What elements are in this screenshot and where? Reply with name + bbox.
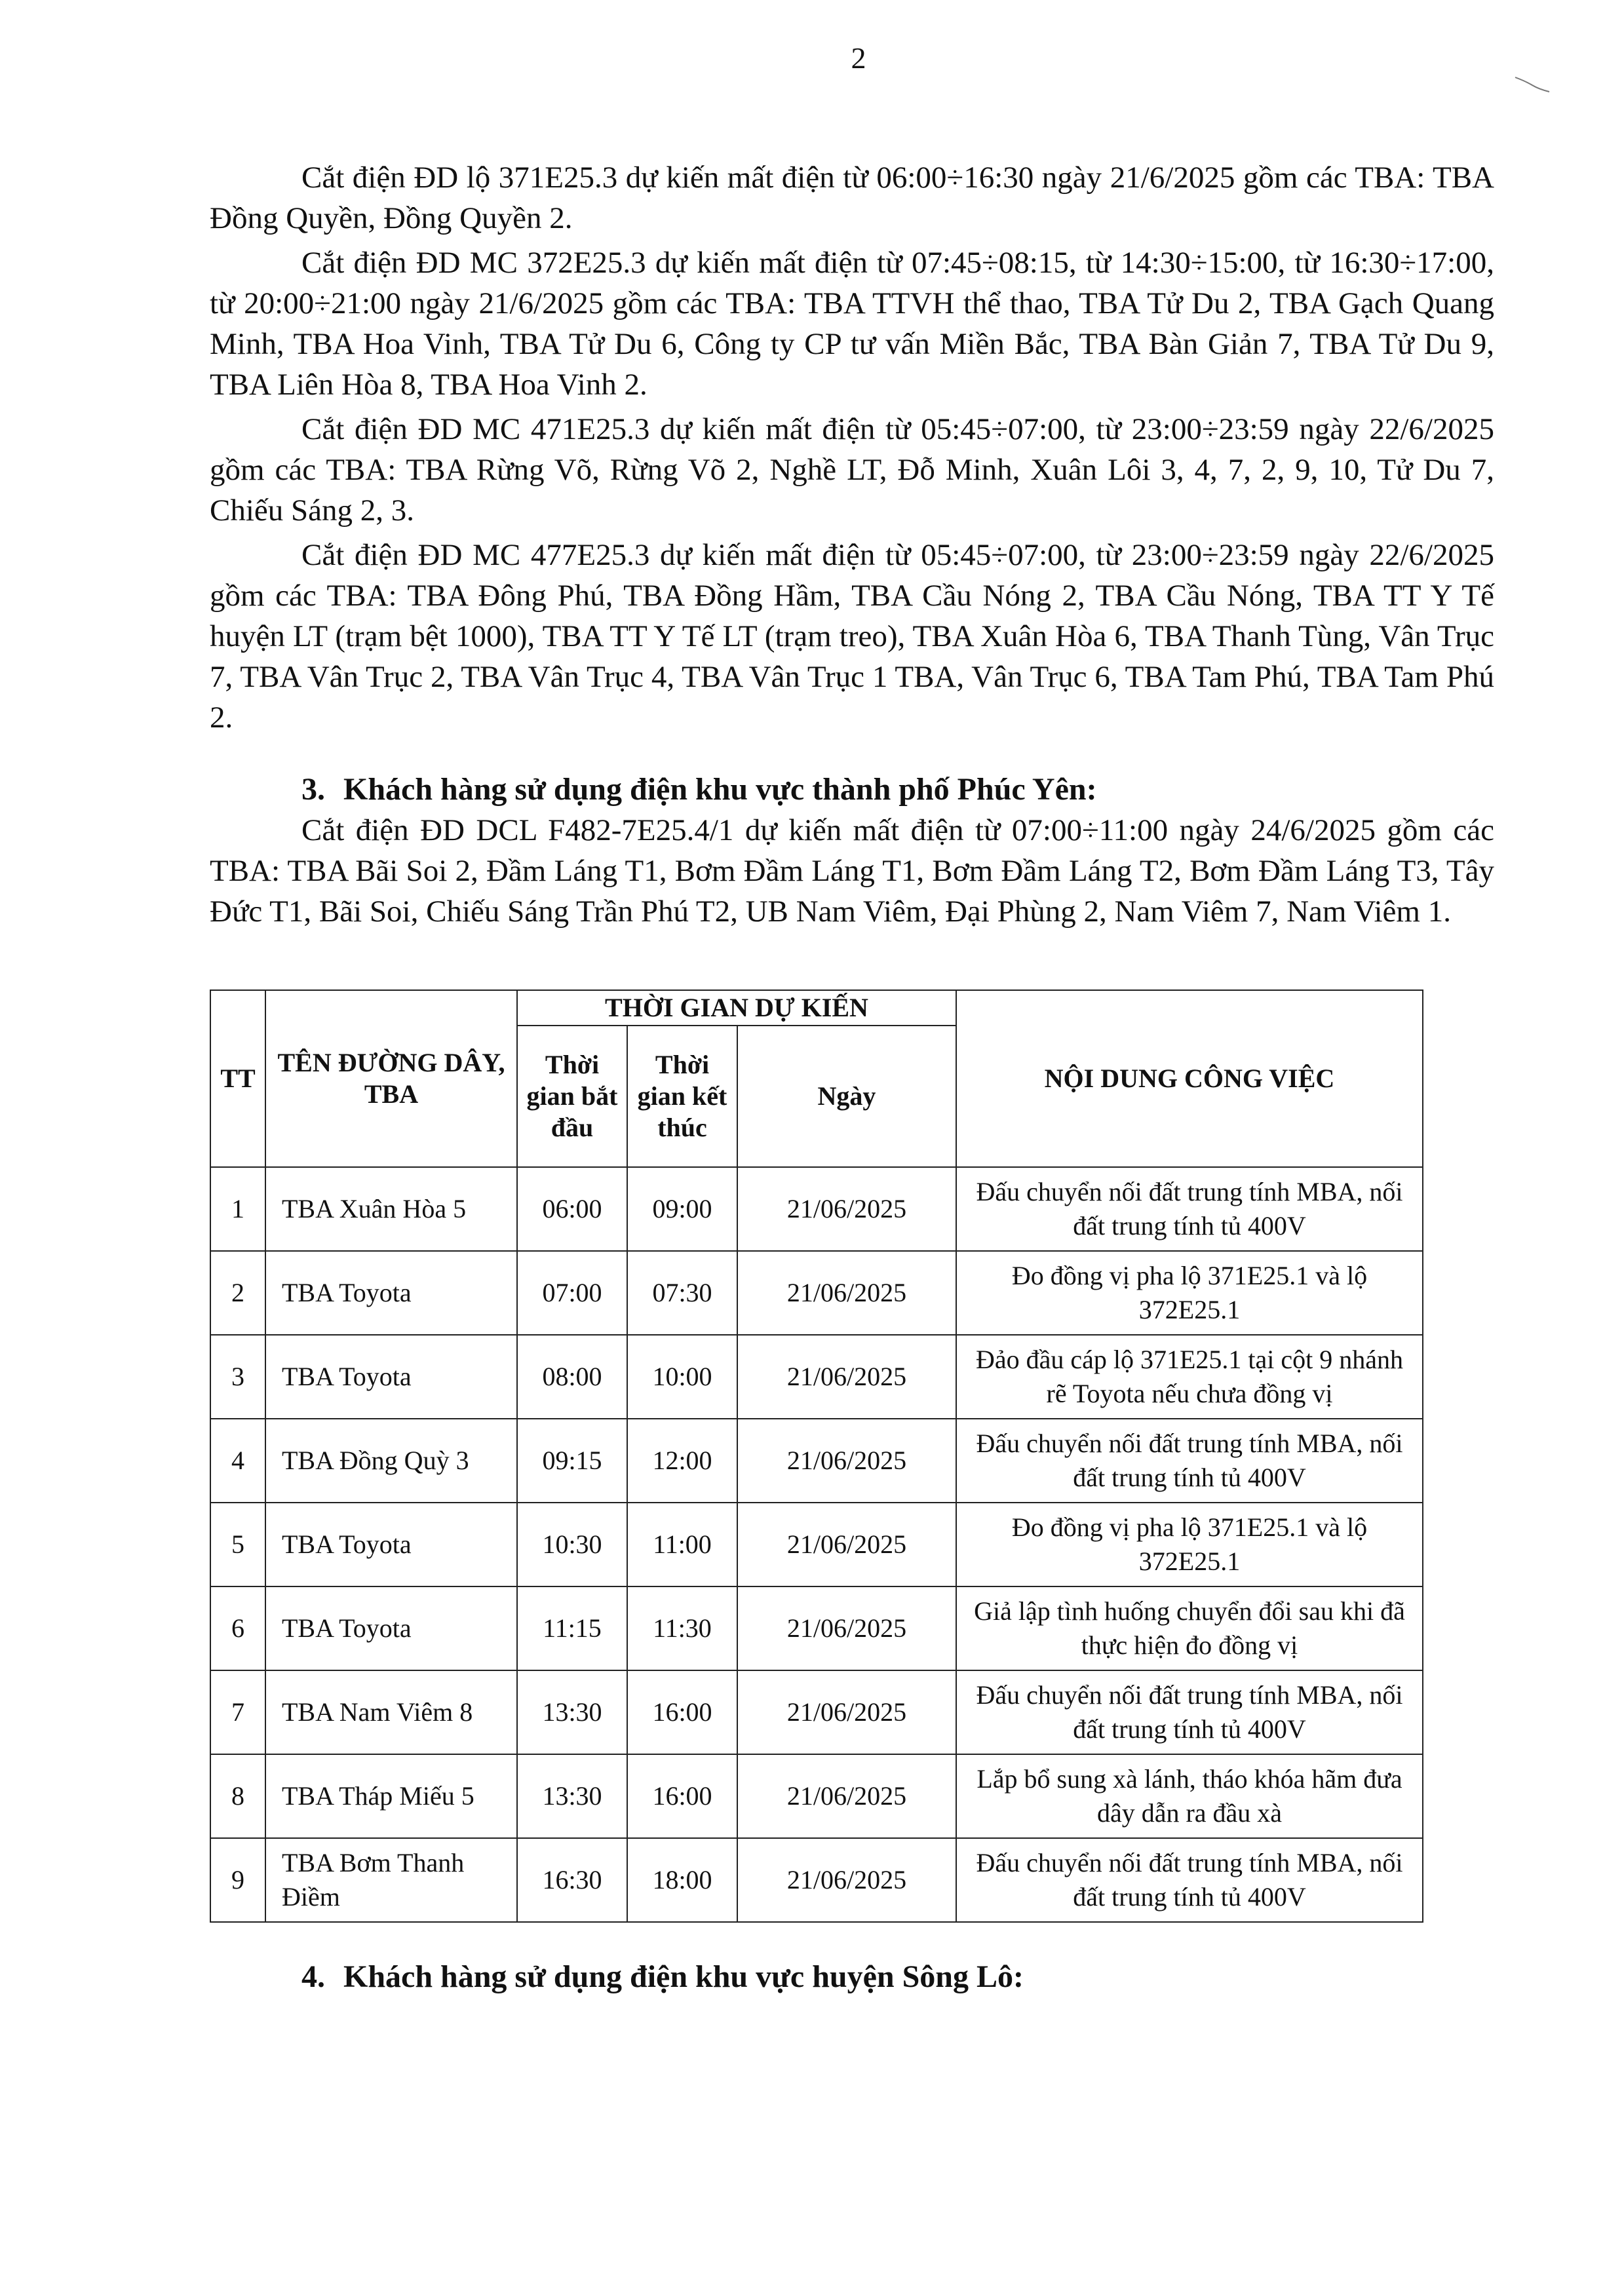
cell-start: 13:30: [517, 1754, 627, 1838]
cell-date: 21/06/2025: [737, 1251, 956, 1335]
cell-start: 13:30: [517, 1670, 627, 1754]
cell-tt: 3: [210, 1335, 265, 1419]
paragraph-471E25: Cắt điện ĐD MC 471E25.3 dự kiến mất điện từ 05:45÷07:00, từ 23:00÷23:59 ngày 22/6/2025 gồm các TBA: TBA Rừng Võ, Rừng Võ 2, Nghề LT, Đỗ Minh, Xuân Lôi 3, 4, 7, 2, 9, 10, Tử Du 7, Chiếu Sáng 2, 3.: [210, 412, 1494, 528]
header-start: Thời gian bắt đầu: [517, 1026, 627, 1167]
paragraph-371E25: Cắt điện ĐD lộ 371E25.3 dự kiến mất điện từ 06:00÷16:30 ngày 21/6/2025 gồm các TBA: TBA Đồng Quyền, Đồng Quyền 2.: [210, 161, 1494, 235]
cell-name: TBA Xuân Hòa 5: [265, 1167, 517, 1251]
cell-end: 18:00: [627, 1838, 737, 1922]
cell-name: TBA Bơm Thanh Điềm: [265, 1838, 517, 1922]
table-row: [210, 1754, 1423, 1838]
cell-work: Đấu chuyển nối đất trung tính MBA, nối đất trung tính tủ 400V: [956, 1838, 1423, 1922]
cell-end: 16:00: [627, 1754, 737, 1838]
header-time-group: THỜI GIAN DỰ KIẾN: [517, 990, 956, 1026]
table-row: [210, 1586, 1423, 1670]
section-4-title: Khách hàng sử dụng điện khu vực huyện Sông Lô:: [343, 1959, 1024, 1994]
header-work: NỘI DUNG CÔNG VIỆC: [956, 990, 1423, 1167]
cell-end: 16:00: [627, 1670, 737, 1754]
header-date: Ngày: [737, 1026, 956, 1167]
cell-date: 21/06/2025: [737, 1754, 956, 1838]
cell-work: Đo đồng vị pha lộ 371E25.1 và lộ 372E25.1: [956, 1251, 1423, 1335]
paragraph-372E25: Cắt điện ĐD MC 372E25.3 dự kiến mất điện từ 07:45÷08:15, từ 14:30÷15:00, từ 16:30÷17:00, từ 20:00÷21:00 ngày 21/6/2025 gồm các TBA: TBA TTVH thể thao, TBA Tử Du 2, TBA Gạch Quang Minh, TBA Hoa Vinh, TBA Tử Du 6, Công ty CP tư vấn Miền Bắc, TBA Bàn Giản 7, TBA Tử Du 9, TBA Liên Hòa 8, TBA Hoa Vinh 2.: [210, 246, 1494, 402]
table-row: [210, 1335, 1423, 1419]
cell-end: 12:00: [627, 1419, 737, 1503]
cell-name: TBA Toyota: [265, 1586, 517, 1670]
cell-tt: 1: [210, 1167, 265, 1251]
cell-end: 10:00: [627, 1335, 737, 1419]
cell-date: 21/06/2025: [737, 1670, 956, 1754]
table-row: [210, 1503, 1423, 1586]
cell-tt: 9: [210, 1838, 265, 1922]
cell-name: TBA Tháp Miếu 5: [265, 1754, 517, 1838]
cell-work: Đảo đầu cáp lộ 371E25.1 tại cột 9 nhánh rẽ Toyota nếu chưa đồng vị: [956, 1335, 1423, 1419]
cell-tt: 7: [210, 1670, 265, 1754]
cell-tt: 2: [210, 1251, 265, 1335]
cell-end: 11:00: [627, 1503, 737, 1586]
header-tt: TT: [210, 990, 265, 1167]
cell-work: Đấu chuyển nối đất trung tính MBA, nối đất trung tính tủ 400V: [956, 1419, 1423, 1503]
cell-tt: 8: [210, 1754, 265, 1838]
section-3-paragraph: Cắt điện ĐD DCL F482-7E25.4/1 dự kiến mất điện từ 07:00÷11:00 ngày 24/6/2025 gồm các TBA: TBA Bãi Soi 2, Đầm Láng T1, Bơm Đầm Láng T1, Bơm Đầm Láng T2, Bơm Đầm Láng T3, Tây Đức T1, Bãi Soi, Chiếu Sáng Trần Phú T2, UB Nam Viêm, Đại Phùng 2, Nam Viêm 7, Nam Viêm 1.: [210, 813, 1494, 929]
cell-tt: 4: [210, 1419, 265, 1503]
cell-name: TBA Toyota: [265, 1251, 517, 1335]
section-4-heading: [210, 1957, 1494, 1997]
cell-work: Đấu chuyển nối đất trung tính MBA, nối đất trung tính tủ 400V: [956, 1167, 1423, 1251]
document-body: [210, 157, 1494, 1997]
table-row: [210, 1670, 1423, 1754]
cell-work: Giả lập tình huống chuyển đổi sau khi đã thực hiện đo đồng vị: [956, 1586, 1423, 1670]
cell-date: 21/06/2025: [737, 1167, 956, 1251]
cell-start: 11:15: [517, 1586, 627, 1670]
section-3-number: 3.: [301, 772, 325, 807]
cell-work: Đo đồng vị pha lộ 371E25.1 và lộ 372E25.1: [956, 1503, 1423, 1586]
cell-end: 09:00: [627, 1167, 737, 1251]
cell-tt: 6: [210, 1586, 265, 1670]
section-4-number: 4.: [301, 1959, 325, 1994]
paragraph-477E25: Cắt điện ĐD MC 477E25.3 dự kiến mất điện từ 05:45÷07:00, từ 23:00÷23:59 ngày 22/6/2025 gồm các TBA: TBA Đông Phú, TBA Đồng Hầm, TBA Cầu Nóng 2, TBA Cầu Nóng, TBA TT Y Tế huyện LT (trạm bệt 1000), TBA TT Y Tế LT (trạm treo), TBA Xuân Hòa 6, TBA Thanh Tùng, Vân Trục 7, TBA Vân Trục 2, TBA Vân Trục 4, TBA Vân Trục 1 TBA, Vân Trục 6, TBA Tam Phú, TBA Tam Phú 2.: [210, 538, 1494, 735]
cell-date: 21/06/2025: [737, 1335, 956, 1419]
cell-start: 06:00: [517, 1167, 627, 1251]
cell-name: TBA Toyota: [265, 1335, 517, 1419]
cell-date: 21/06/2025: [737, 1419, 956, 1503]
header-end: Thời gian kết thúc: [627, 1026, 737, 1167]
cell-date: 21/06/2025: [737, 1503, 956, 1586]
cell-name: TBA Toyota: [265, 1503, 517, 1586]
cell-end: 07:30: [627, 1251, 737, 1335]
cell-name: TBA Nam Viêm 8: [265, 1670, 517, 1754]
scan-mark-icon: [1513, 72, 1552, 98]
section-3-title: Khách hàng sử dụng điện khu vực thành phố Phúc Yên:: [343, 772, 1097, 807]
schedule-table: [210, 990, 1423, 1923]
cell-start: 10:30: [517, 1503, 627, 1586]
cell-work: Lắp bổ sung xà lánh, tháo khóa hãm đưa dây dẫn ra đầu xà: [956, 1754, 1423, 1838]
cell-start: 08:00: [517, 1335, 627, 1419]
cell-start: 07:00: [517, 1251, 627, 1335]
table-row: [210, 1419, 1423, 1503]
table-row: [210, 1838, 1423, 1922]
cell-start: 16:30: [517, 1838, 627, 1922]
cell-name: TBA Đồng Quỳ 3: [265, 1419, 517, 1503]
cell-date: 21/06/2025: [737, 1838, 956, 1922]
table-row: [210, 1167, 1423, 1251]
header-name: TÊN ĐƯỜNG DÂY, TBA: [265, 990, 517, 1167]
cell-date: 21/06/2025: [737, 1586, 956, 1670]
table-row: [210, 1251, 1423, 1335]
cell-work: Đấu chuyển nối đất trung tính MBA, nối đất trung tính tủ 400V: [956, 1670, 1423, 1754]
cell-tt: 5: [210, 1503, 265, 1586]
page-number: 2: [851, 41, 866, 75]
section-3-heading: [210, 769, 1494, 810]
cell-end: 11:30: [627, 1586, 737, 1670]
cell-start: 09:15: [517, 1419, 627, 1503]
